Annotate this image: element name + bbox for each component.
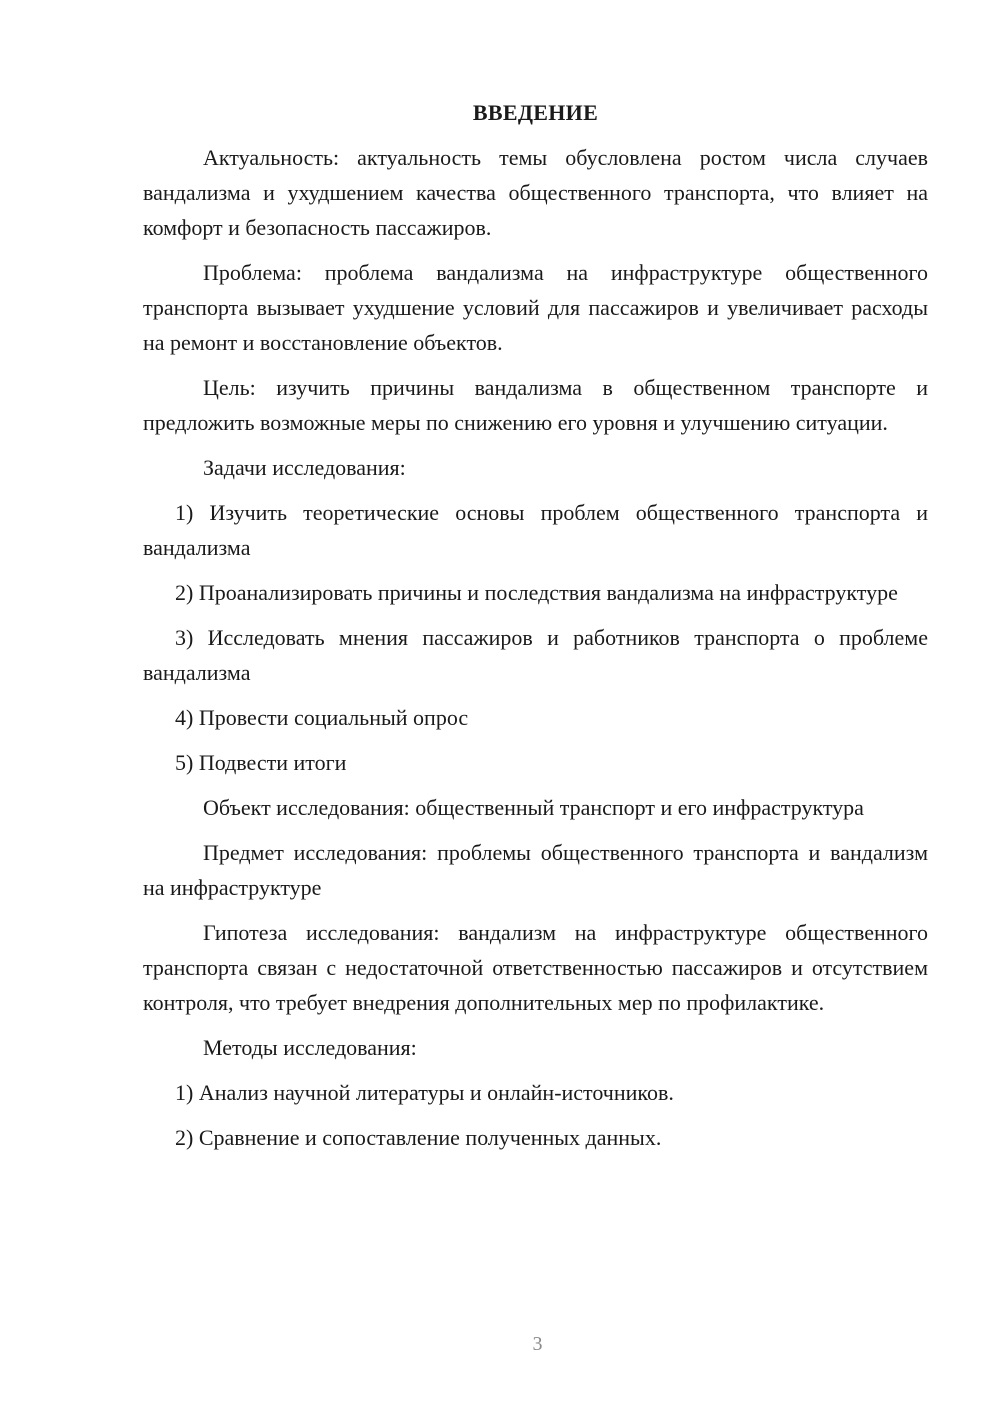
document-page bbox=[143, 95, 928, 1165]
task-item: 4) Провести социальный опрос bbox=[175, 705, 469, 730]
relevance-paragraph: Актуальность: актуальность темы обусловлена ростом числа случаев вандализма и ухудшением качества общественного транспорта, что влияет на комфорт и безопасность пассажиров. bbox=[143, 145, 928, 240]
task-item: 3) Исследовать мнения пассажиров и работников транспорта о проблеме вандализма bbox=[143, 625, 928, 685]
page-number: 3 bbox=[532, 1333, 543, 1355]
goal-paragraph: Цель: изучить причины вандализма в общественном транспорте и предложить возможные меры по снижению его уровня и улучшению ситуации. bbox=[143, 375, 928, 435]
method-item: 2) Сравнение и сопоставление полученных данных. bbox=[175, 1125, 662, 1150]
task-item: 2) Проанализировать причины и последствия вандализма на инфраструктуре bbox=[175, 580, 898, 605]
methods-heading: Методы исследования: bbox=[203, 1035, 417, 1060]
object-paragraph: Объект исследования: общественный транспорт и его инфраструктура bbox=[203, 795, 864, 820]
task-item: 1) Изучить теоретические основы проблем общественного транспорта и вандализма bbox=[143, 500, 928, 560]
problem-paragraph: Проблема: проблема вандализма на инфраструктуре общественного транспорта вызывает ухудшение условий для пассажиров и увеличивает расходы на ремонт и восстановление объектов. bbox=[143, 260, 928, 355]
task-item: 5) Подвести итоги bbox=[175, 750, 347, 775]
subject-paragraph: Предмет исследования: проблемы общественного транспорта и вандализм на инфраструктуре bbox=[143, 840, 928, 900]
page-title: ВВЕДЕНИЕ bbox=[472, 100, 599, 125]
hypothesis-paragraph: Гипотеза исследования: вандализм на инфраструктуре общественного транспорта связан с недостаточной ответственностью пассажиров и отсутствием контроля, что требует внедрения дополнительных мер по профилактике. bbox=[143, 920, 928, 1015]
method-item: 1) Анализ научной литературы и онлайн-источников. bbox=[175, 1080, 674, 1105]
tasks-heading: Задачи исследования: bbox=[203, 455, 406, 480]
